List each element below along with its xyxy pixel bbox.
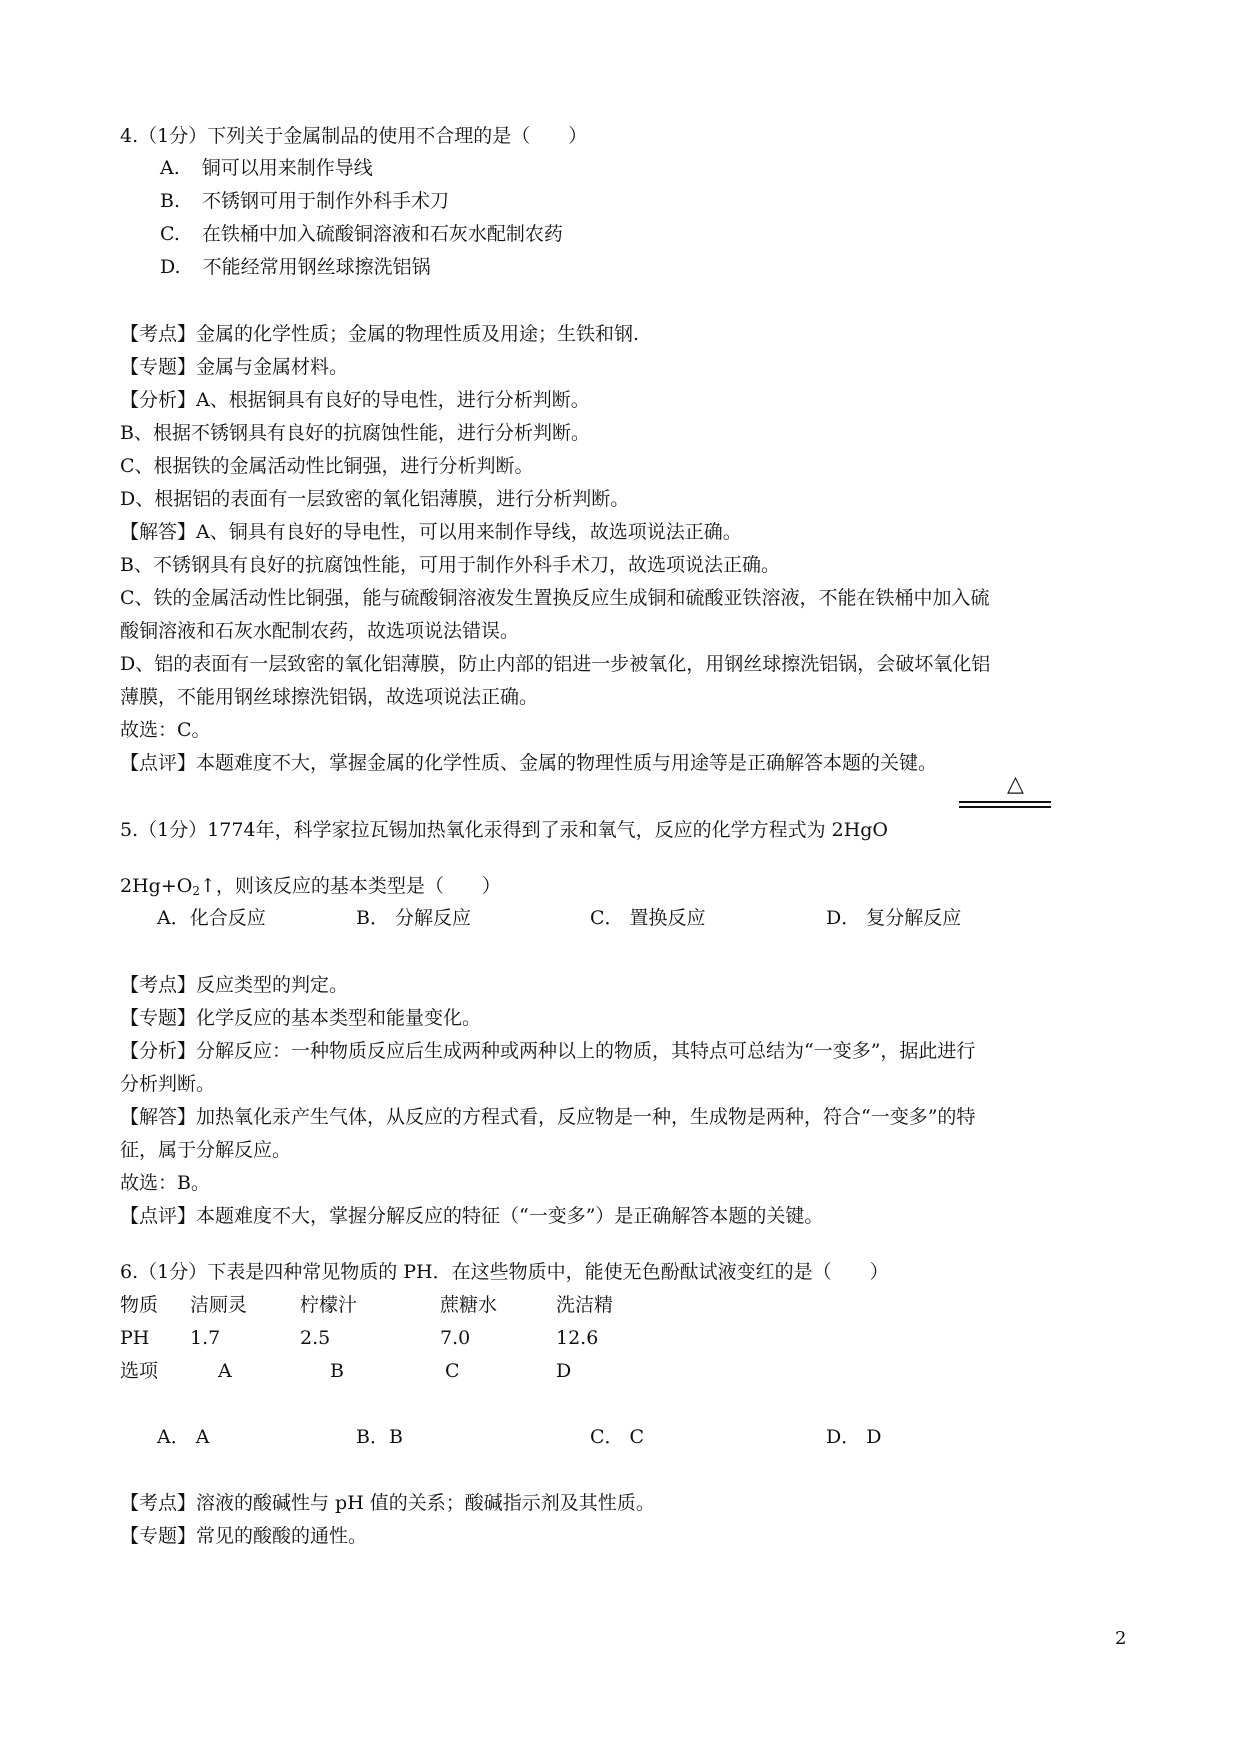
option-text: B (388, 1426, 403, 1448)
option-letter: D． (826, 1426, 861, 1448)
table-cell: 12.6 (556, 1327, 599, 1349)
q4-jieda-line: C、铁的金属活动性比铜强，能与硫酸铜溶液发生置换反应生成铜和硫酸亚铁溶液，不能在铁桶中加入硫 (120, 587, 990, 609)
reaction-condition-heat (957, 772, 1057, 821)
q4-fenxi-line: C、根据铁的金属活动性比铜强，进行分析判断。 (120, 455, 534, 477)
option-text: 分解反应 (394, 907, 471, 929)
table-cell: 柠檬汁 (300, 1294, 358, 1316)
q5-question-text: ↑，则该反应的基本类型是（ ） (199, 875, 501, 897)
option-text: 复分解反应 (866, 907, 962, 929)
option-text: D (866, 1426, 882, 1448)
q5-fenxi-line: 分析判断。 (120, 1073, 216, 1095)
table-cell: A (218, 1360, 232, 1382)
option-letter: C． (590, 1426, 624, 1448)
q4-jieda-line: 薄膜，不能用钢丝球擦洗铝锅，故选项说法正确。 (120, 686, 539, 708)
q6-option-b (356, 1425, 403, 1449)
table-cell: 物质 (120, 1294, 159, 1316)
q5-fenxi-line: 【分析】分解反应：一种物质反应后生成两种或两种以上的物质，其特点可总结为“一变多”，据此进行 (120, 1040, 976, 1062)
option-letter: C. (160, 223, 180, 245)
q5-option-d (826, 906, 961, 930)
option-letter: D. (160, 256, 181, 278)
page-number: 2 (1115, 1628, 1127, 1649)
table-cell: PH (120, 1327, 150, 1349)
q4-jieda-line: D、铝的表面有一层致密的氧化铝薄膜，防止内部的铝进一步被氧化，用钢丝球擦洗铝锅，会破坏氧化铝 (120, 653, 991, 675)
option-letter: B. (160, 190, 181, 212)
q4-answer: 故选：C。 (120, 719, 211, 741)
q5-dianping: 【点评】本题难度不大，掌握分解反应的特征（“一变多”）是正确解答本题的关键。 (120, 1205, 824, 1227)
q4-jieda-line: 酸铜溶液和石灰水配制农药，故选项说法错误。 (120, 620, 520, 642)
equals-line-top (959, 801, 1051, 803)
table-cell: 选项 (120, 1360, 159, 1382)
heat-symbol: △ (1007, 772, 1024, 797)
q4-jieda-line: B、不锈钢具有良好的抗腐蚀性能，可用于制作外科手术刀，故选项说法正确。 (120, 554, 780, 576)
option-text: 置换反应 (629, 907, 706, 929)
q4-dianping: 【点评】本题难度不大，掌握金属的化学性质、金属的物理性质与用途等是正确解答本题的关键。 (120, 752, 938, 774)
table-cell: 7.0 (440, 1327, 471, 1349)
q4-stem: 4.（1分）下列关于金属制品的使用不合理的是（ ） (120, 125, 588, 147)
option-letter: D． (826, 907, 861, 929)
option-text: A (195, 1426, 210, 1448)
q5-option-c (590, 906, 706, 930)
table-cell: 蔗糖水 (440, 1294, 498, 1316)
option-text: C (629, 1426, 645, 1448)
q5-answer: 故选：B。 (120, 1172, 210, 1194)
table-cell: 2.5 (300, 1327, 331, 1349)
q5-option-a (157, 906, 266, 930)
q5-stem-line2 (120, 874, 501, 903)
option-letter: B． (356, 907, 389, 929)
table-cell: 1.7 (190, 1327, 221, 1349)
option-letter: A． (157, 1426, 190, 1448)
q4-fenxi-line: 【分析】A、根据铜具有良好的导电性，进行分析判断。 (120, 389, 590, 411)
q4-option-b (160, 189, 449, 213)
q5-subscript: 2 (192, 884, 200, 898)
q4-fenxi-line: B、根据不锈钢具有良好的抗腐蚀性能，进行分析判断。 (120, 422, 590, 444)
option-letter: C． (590, 907, 624, 929)
table-cell: B (330, 1360, 344, 1382)
option-letter: A. (160, 157, 180, 179)
q6-option-c (590, 1425, 644, 1449)
q5-jieda-line: 征，属于分解反应。 (120, 1139, 292, 1161)
q6-option-d (826, 1425, 881, 1449)
q4-kaodian: 【考点】金属的化学性质；金属的物理性质及用途；生铁和钢. (120, 323, 640, 345)
q5-kaodian: 【考点】反应类型的判定。 (120, 974, 349, 996)
q5-jieda-line: 【解答】加热氧化汞产生气体，从反应的方程式看，反应物是一种，生成物是两种，符合“一变多”的特 (120, 1106, 976, 1128)
table-cell: 洗洁精 (556, 1294, 614, 1316)
option-letter: B． (356, 1426, 389, 1448)
table-cell: D (556, 1360, 572, 1382)
option-text: 铜可以用来制作导线 (201, 157, 373, 179)
option-text: 化合反应 (189, 907, 266, 929)
option-text: 不锈钢可用于制作外科手术刀 (202, 190, 450, 212)
q4-jieda-line: 【解答】A、铜具有良好的导电性，可以用来制作导线，故选项说法正确。 (120, 521, 742, 543)
q4-option-a (160, 156, 373, 180)
option-text: 在铁桶中加入硫酸铜溶液和石灰水配制农药 (201, 223, 563, 245)
q4-option-c (160, 222, 563, 246)
q5-zhuanti: 【专题】化学反应的基本类型和能量变化。 (120, 1007, 482, 1029)
q6-kaodian: 【考点】溶液的酸碱性与 pH 值的关系；酸碱指示剂及其性质。 (120, 1492, 655, 1514)
q6-stem: 6.（1分）下表是四种常见物质的 PH．在这些物质中，能使无色酚酞试液变红的是（ ） (120, 1261, 889, 1283)
q5-option-b (356, 906, 471, 930)
option-text: 不能经常用钢丝球擦洗铝锅 (202, 256, 431, 278)
q5-stem-line1: 5.（1分）1774年，科学家拉瓦锡加热氧化汞得到了汞和氧气，反应的化学方程式为 2HgO (120, 819, 889, 841)
table-cell: C (445, 1360, 460, 1382)
q6-zhuanti: 【专题】常见的酸酸的通性。 (120, 1525, 368, 1547)
q5-product-text: 2Hg+O (120, 875, 193, 897)
table-cell: 洁厕灵 (190, 1294, 248, 1316)
option-letter: A． (157, 907, 190, 929)
equals-line-bottom (959, 806, 1051, 808)
q4-option-d (160, 255, 431, 279)
q6-option-a (157, 1425, 209, 1449)
q4-fenxi-line: D、根据铝的表面有一层致密的氧化铝薄膜，进行分析判断。 (120, 488, 630, 510)
q4-zhuanti: 【专题】金属与金属材料。 (120, 356, 349, 378)
